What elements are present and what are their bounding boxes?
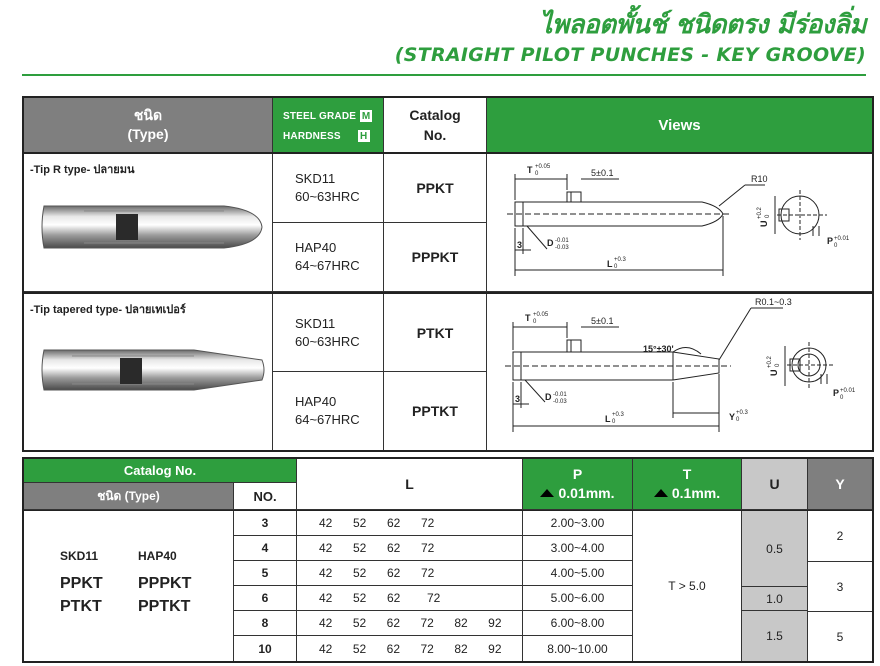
svg-text:-0.01: -0.01 [555,238,569,244]
svg-text:-0.01: -0.01 [553,392,567,398]
svg-text:L: L [607,259,613,269]
catalog-pppkt: PPPKT [384,223,487,292]
svg-text:3: 3 [517,240,523,250]
table-row-lengths [297,511,523,536]
svg-text:U: U [759,220,769,227]
increment-arrow-icon [654,489,668,497]
length-value: 62 [387,516,401,530]
tip-r-technical-drawing [487,154,872,292]
tip-tapered-hap40-grade [273,372,384,450]
svg-text:+0.3: +0.3 [736,410,748,416]
length-value: 52 [352,616,367,630]
svg-text:-0.03: -0.03 [555,245,569,251]
tip-r-drawing [487,154,872,292]
length-value: 72 [427,591,441,605]
svg-text:0: 0 [765,214,771,218]
table-row-p: 2.00~3.00 [523,511,633,536]
catalog-header [384,98,487,153]
steel-name: HAP40 [295,240,337,255]
length-value: 42 [319,591,333,605]
catalog-pptkt: PPTKT [384,372,487,450]
tip-r-skd11-grade [273,154,384,223]
length-value: 62 [387,591,401,605]
length-value: 92 [488,641,502,656]
y-column-header: Y [808,459,872,510]
svg-text:R10: R10 [751,174,768,184]
svg-text:+0.01: +0.01 [840,388,856,394]
svg-text:0: 0 [775,363,781,367]
svg-text:T: T [527,165,533,175]
svg-text:T: T [525,313,531,323]
page-title-thai: ไพลอตพั้นช์ ชนิดตรง มีร่องลิ่ม [539,10,866,40]
page-title-english: (STRAIGHT PILOT PUNCHES - KEY GROOVE) [394,44,866,66]
catalog-ppkt: PPKT [384,154,487,223]
length-value: 52 [353,516,367,530]
steel-grade-box: M [361,111,371,122]
hardness-box: H [358,130,370,142]
title-divider [22,74,866,76]
svg-text:+0.2: +0.2 [757,207,763,219]
svg-text:5±0.1: 5±0.1 [591,168,614,178]
t-label: T [682,466,692,482]
table-row-p: 4.00~5.00 [523,561,633,586]
length-value: 62 [387,541,401,555]
hardness-value: 64~67HRC [295,258,360,273]
t-value-cell: T > 5.0 [633,511,742,661]
u-value-cell: 0.5 [742,511,808,587]
length-value: 62 [386,641,401,656]
catalog-header-line2: No. [423,127,447,143]
tip-tapered-technical-drawing [487,294,872,450]
hardness-label: HARDNESS [283,130,341,142]
length-value: 42 [319,516,333,530]
table-row-p: 5.00~6.00 [523,586,633,611]
svg-text:U: U [769,369,779,376]
p-label: P [572,466,583,482]
length-value: 42 [319,566,333,580]
svg-text:0: 0 [612,419,616,425]
svg-text:P: P [833,388,840,398]
length-value: 82 [454,641,468,656]
svg-text:D: D [547,238,554,248]
catalog-header-line1: Catalog [409,107,461,123]
table-row-lengths [297,536,523,561]
table-row-no: 4 [234,536,297,561]
type-column-header: ชนิด (Type) [24,483,234,510]
code-ptkt: PTKT [60,598,102,615]
table-row-no: 10 [234,636,297,661]
svg-text:+0.3: +0.3 [612,412,624,418]
l-column-header: L [297,459,523,510]
y-value-cell: 3 [808,562,872,612]
svg-text:+0.01: +0.01 [834,236,850,242]
table-row-p: 6.00~8.00 [523,611,633,636]
length-value: 72 [421,541,435,555]
svg-text:+0.2: +0.2 [767,356,773,368]
length-value: 72 [421,566,435,580]
tip-tapered-punch-image [24,294,273,450]
views-header-label: Views [658,116,701,134]
tip-r-type-label: -Tip R type- ปลายมน [30,164,135,176]
type-header-th: ชนิด [133,107,163,123]
code-pppkt: PPPKT [138,575,192,592]
catalog-ptkt: PTKT [384,294,487,372]
svg-text:Y: Y [729,412,736,422]
table-row-no: 3 [234,511,297,536]
steel-name: SKD11 [295,315,336,331]
length-value: 72 [420,616,434,630]
table-row-no: 6 [234,586,297,611]
table-row-lengths [297,586,523,611]
svg-text:+0.05: +0.05 [533,312,549,318]
svg-text:D: D [545,392,552,402]
table-row-lengths [297,561,523,586]
tip-r-punch-image [24,154,273,292]
code-pptkt: PPTKT [138,598,191,615]
svg-text:+0.05: +0.05 [535,164,551,170]
type-header [24,98,273,153]
no-column-header: NO. [234,483,297,510]
svg-text:0: 0 [736,417,740,423]
steel-name: HAP40 [295,394,337,409]
u-column-header: U [742,459,808,510]
svg-text:0: 0 [535,171,539,177]
tip-r-hap40-grade [273,223,384,292]
steel-grade-label: STEEL GRADE [283,110,357,122]
length-value: 72 [421,516,435,530]
svg-text:3: 3 [515,394,521,404]
svg-text:15°±30': 15°±30' [643,344,674,354]
grade-hap40: HAP40 [138,549,177,563]
hardness-value: 60~63HRC [295,189,360,204]
svg-text:-0.03: -0.03 [553,399,567,405]
length-value: 92 [488,616,502,630]
u-value-cell: 1.0 [742,587,808,611]
size-table [22,457,874,663]
length-value: 52 [353,591,367,605]
y-value-cell: 2 [808,511,872,562]
table-row-no: 8 [234,611,297,636]
tip-r-type-cell [24,154,273,292]
catalog-no-header: Catalog No. [24,459,297,483]
length-value: 52 [352,641,367,656]
table-row-lengths [297,636,523,661]
p-column-header [523,459,633,510]
t-step: 0.1mm. [671,485,721,501]
type-block [24,511,234,661]
table-row-no: 5 [234,561,297,586]
tip-tapered-skd11-grade [273,294,384,372]
svg-text:0: 0 [614,264,618,270]
tip-tapered-type-label: -Tip tapered type- ปลายเทเปอร์ [30,304,186,316]
table-row-p: 3.00~4.00 [523,536,633,561]
increment-arrow-icon [540,489,554,497]
spec-table [22,96,874,452]
length-value: 52 [353,541,367,555]
svg-text:0: 0 [834,243,838,249]
steel-grade-header [273,98,384,153]
length-value: 42 [319,616,333,630]
svg-text:0: 0 [840,395,844,401]
svg-text:R0.1~0.3: R0.1~0.3 [755,297,792,307]
length-value: 42 [319,541,333,555]
length-value: 82 [454,616,468,630]
grade-skd11: SKD11 [60,549,99,563]
hardness-value: 64~67HRC [295,412,360,427]
length-value: 62 [387,566,401,580]
length-value: 62 [386,616,401,630]
length-value: 42 [319,641,333,656]
length-value: 52 [353,566,367,580]
svg-text:L: L [605,414,611,424]
views-header [487,98,872,153]
steel-name: SKD11 [295,171,336,186]
svg-text:P: P [827,236,834,246]
length-value: 72 [420,641,434,656]
code-ppkt: PPKT [60,575,103,592]
t-column-header [633,459,742,510]
svg-text:+0.3: +0.3 [614,257,626,263]
svg-text:5±0.1: 5±0.1 [591,316,614,326]
table-row-lengths [297,611,523,636]
svg-text:0: 0 [533,319,537,325]
table-row-p: 8.00~10.00 [523,636,633,661]
p-step: 0.01mm. [558,485,615,501]
tip-tapered-type-cell [24,294,273,450]
tip-tapered-drawing [487,294,872,450]
type-header-en: (Type) [127,126,169,142]
u-value-cell: 1.5 [742,611,808,661]
y-value-cell: 5 [836,629,844,644]
hardness-value: 60~63HRC [295,333,360,349]
